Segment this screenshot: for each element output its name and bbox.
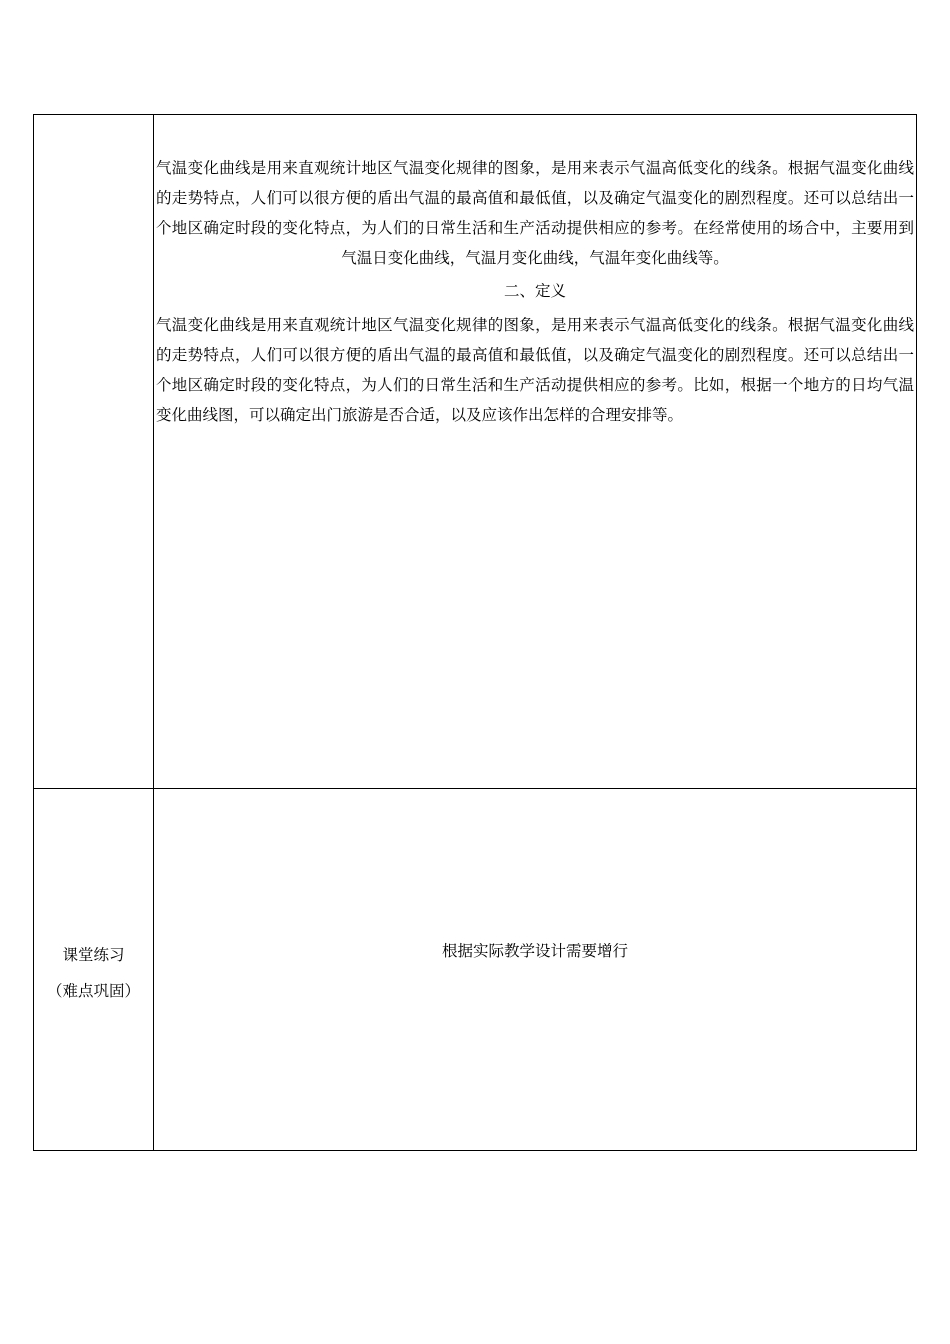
column-divider [153,115,154,1150]
intro-paragraph: 气温变化曲线是用来直观统计地区气温变化规律的图象，是用来表示气温高低变化的线条。根据气温变化曲线的走势特点，人们可以很方便的盾出气温的最高值和最低值，以及确定气温变化的剧烈程度。还可以总结出一个地区确定时段的变化特点，为人们的日常生活和生产活动提供相应的参考。在经常使用的场合中，主要用到气温日变化曲线，气温月变化曲线，气温年变化曲线等。 [156,159,914,267]
practice-content-text: 根据实际教学设计需要增行 [441,942,628,960]
practice-content-cell [156,936,914,966]
definition-paragraph: 气温变化曲线是用来直观统计地区气温变化规律的图象，是用来表示气温高低变化的线条。根据气温变化曲线的走势特点，人们可以很方便的盾出气温的最高值和最低值，以及确定气温变化的剧烈程度。还可以总结出一个地区确定时段的变化特点，为人们的日常生活和生产活动提供相应的参考。比如，根据一个地方的日均气温变化曲线图，可以确定出门旅游是否合适，以及应该作出怎样的合理安排等。 [156,316,914,424]
section-heading: 二、定义 [503,282,566,300]
practice-label: 课堂练习 [62,946,125,964]
row-divider [34,788,916,789]
lesson-table [33,114,917,1151]
practice-sublabel: （难点巩固） [46,982,140,1000]
practice-label-cell [34,937,153,1009]
definition-cell [156,153,914,430]
